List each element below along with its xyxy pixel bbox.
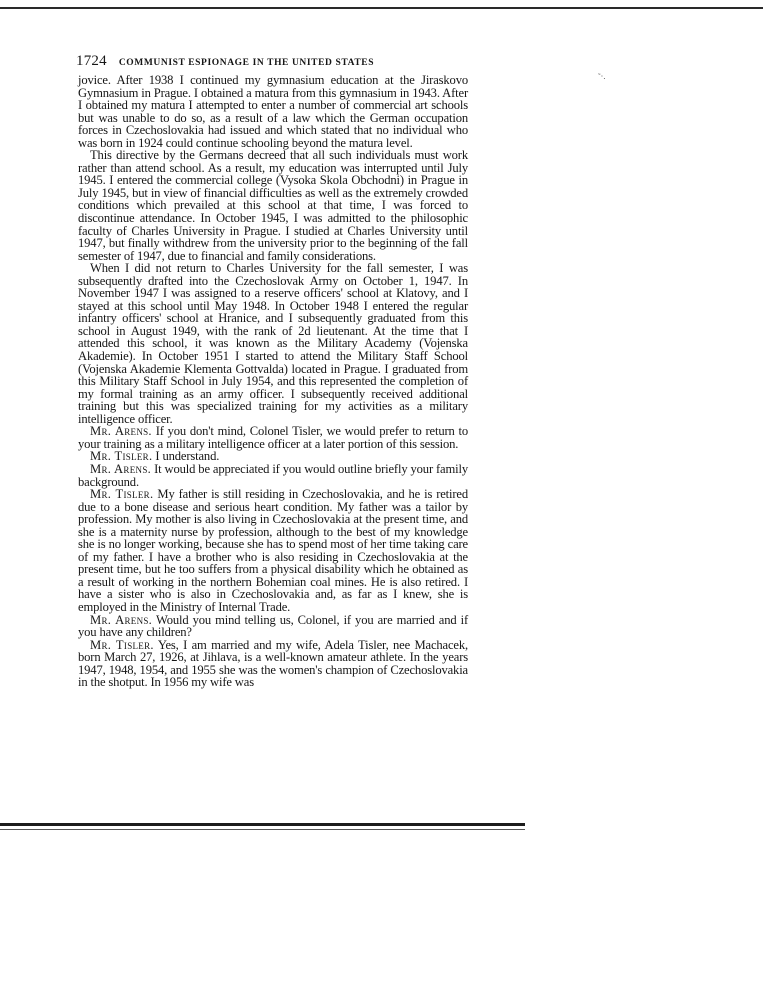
speaker-label: Mr. Arens. — [90, 612, 153, 627]
margin-mark: ˜·. — [598, 72, 606, 81]
paragraph-3: When I did not return to Charles University for the fall semester, I was subsequently drafted into the Czechoslovak Army on October 1, 1947. In November 1947 I was assigned to a reserve officers' school at Klatovy, and I stayed at this school until May 1948. In October 1948 I entered the regular infantry officers' school at Hranice, and I subsequently graduated from this school in August 1949, with the rank of 2d lieutenant. At the time that I attended this school, it was known as the Military Academy (Vojenska Akademie). In October 1951 I started to attend the Military Staff School (Vojenska Akademie Klementa Gottvalda) located in Prague. I graduated from this Military Staff School in July 1954, and this represented the completion of my formal training as an army officer. I subsequently received additional training but this was specialized training for my activities as a military intelligence officer. — [78, 261, 468, 426]
bottom-scan-border-thin — [0, 829, 525, 830]
body-text — [78, 74, 468, 689]
speaker-label: Mr. Tisler. — [90, 487, 154, 502]
speaker-label: Mr. Arens. — [90, 461, 152, 476]
running-title: COMMUNIST ESPIONAGE IN THE UNITED STATES — [118, 58, 375, 68]
paragraph-8: Mr. Arens. Would you mind telling us, Colonel, if you are married and if you have any children? — [78, 612, 468, 640]
paragraph-6: Mr. Arens. It would be appreciated if you would outline briefly your family background. — [78, 461, 468, 489]
page-header — [76, 52, 476, 70]
paragraph-7: Mr. Tisler. My father is still residing in Czechoslovakia, and he is retired due to a bone disease and serious heart condition. My father was a tailor by profession. My mother is also living in Czechoslovakia at the present time, and she is a maternity nurse by profession, although to the best of my knowledge she is no longer working, because she has to spend most of her time taking care of my father. I have a brother who is also residing in Czechoslovakia at the present time, but he too suffers from a physical disability which he obtained as a result of working in the northern Bohemian coal mines. He is also retired. I have a sister who is also in Czechoslovakia and, as far as I knew, she is employed in the Ministry of Internal Trade. — [78, 487, 469, 614]
bottom-scan-border — [0, 823, 525, 826]
paragraph-5: Mr. Tisler. I understand. — [90, 449, 220, 464]
paragraph-9: Mr. Tisler. Yes, I am married and my wife, Adela Tisler, nee Machacek, born March 27, 1926, at Jihlava, is a well-known amateur athlete. In the years 1947, 1948, 1954, and 1955 she was the women's champion of Czechoslovakia in the shotput. In 1956 my wife was — [78, 637, 468, 690]
top-scan-border — [0, 7, 763, 9]
paragraph-4: Mr. Arens. If you don't mind, Colonel Tisler, we would prefer to return to your training as a military intelligence officer at a later portion of this session. — [78, 424, 468, 451]
speaker-label: Mr. Arens. — [90, 424, 152, 439]
paragraph-2: This directive by the Germans decreed that all such individuals must work rather than attend school. As a result, my education was interrupted until July 1945. I entered the commercial college (Vysoka Skola Obchodni) in Prague in July 1945, but in view of financial difficulties as well as the extremely crowded conditions which prevailed at this school at that time, I was forced to discontinue attendance. In October 1945, I was admitted to the philosophic faculty of Charles University in Prague. I studied at Charles University until 1947, but finally withdrew from the university prior to the beginning of the fall semester of 1947, due to financial and family considerations. — [78, 148, 468, 263]
speaker-label: Mr. Tisler. — [90, 449, 153, 464]
page-number: 1724 — [76, 53, 107, 69]
speaker-label: Mr. Tisler. — [90, 637, 154, 652]
paragraph-1: jovice. After 1938 I continued my gymnasium education at the Jiraskovo Gymnasium in Prague. I obtained a matura from this gymnasium in 1943. After I obtained my matura I attempted to enter a number of commercial art schools but was unable to do so, as a result of a law which the German occupation forces in Czechoslovakia had issued and which stated that no individual who was born in 1924 could continue schooling beyond the matura level. — [78, 73, 468, 150]
